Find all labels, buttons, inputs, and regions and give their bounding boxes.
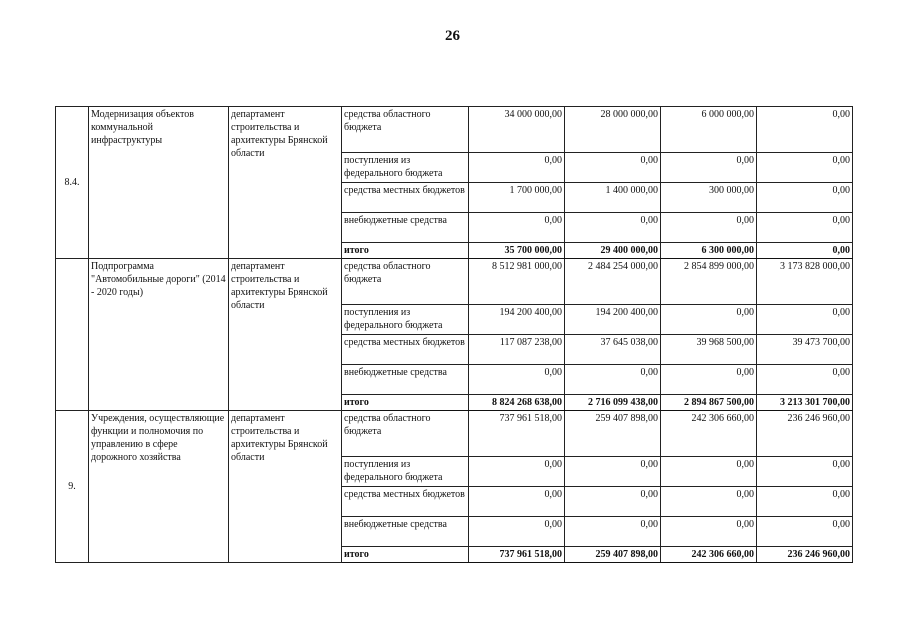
amount-cell: 2 854 899 000,00 (661, 259, 757, 305)
amount-cell: 236 246 960,00 (757, 547, 853, 563)
amount-cell: 0,00 (757, 487, 853, 517)
amount-cell: 0,00 (661, 153, 757, 183)
amount-cell: 0,00 (757, 213, 853, 243)
total-label: итого (342, 547, 469, 563)
amount-cell: 29 400 000,00 (565, 243, 661, 259)
funding-source: средства местных бюджетов (342, 183, 469, 213)
amount-cell: 300 000,00 (661, 183, 757, 213)
amount-cell: 0,00 (661, 365, 757, 395)
amount-cell: 0,00 (757, 243, 853, 259)
amount-cell: 0,00 (757, 153, 853, 183)
funding-source: средства областного бюджета (342, 107, 469, 153)
amount-cell: 194 200 400,00 (469, 305, 565, 335)
amount-cell: 39 473 700,00 (757, 335, 853, 365)
amount-cell: 0,00 (661, 457, 757, 487)
amount-cell: 236 246 960,00 (757, 411, 853, 457)
funding-source: средства местных бюджетов (342, 487, 469, 517)
amount-cell: 0,00 (757, 107, 853, 153)
amount-cell: 0,00 (565, 517, 661, 547)
amount-cell: 737 961 518,00 (469, 547, 565, 563)
amount-cell: 6 000 000,00 (661, 107, 757, 153)
amount-cell: 737 961 518,00 (469, 411, 565, 457)
amount-cell: 242 306 660,00 (661, 547, 757, 563)
amount-cell: 3 213 301 700,00 (757, 395, 853, 411)
responsible-department: департамент строительства и архитектуры Брянской области (229, 411, 342, 563)
amount-cell: 2 894 867 500,00 (661, 395, 757, 411)
funding-source: внебюджетные средства (342, 517, 469, 547)
item-number (56, 259, 89, 411)
program-name: Учреждения, осуществляющие функции и полномочия по управлению в сфере дорожного хозяйства (89, 411, 229, 563)
item-number-text: 8.4. (64, 177, 80, 188)
total-label: итого (342, 395, 469, 411)
amount-cell: 0,00 (757, 365, 853, 395)
item-number-text: 9. (68, 481, 76, 492)
amount-cell: 0,00 (469, 365, 565, 395)
budget-table (55, 106, 853, 563)
funding-source: поступления из федерального бюджета (342, 153, 469, 183)
amount-cell: 0,00 (469, 487, 565, 517)
amount-cell: 0,00 (757, 517, 853, 547)
item-number (56, 107, 89, 259)
amount-cell: 242 306 660,00 (661, 411, 757, 457)
program-name: Подпрограмма "Автомобильные дороги" (2014 - 2020 годы) (89, 259, 229, 411)
amount-cell: 259 407 898,00 (565, 411, 661, 457)
amount-cell: 0,00 (565, 213, 661, 243)
funding-source: поступления из федерального бюджета (342, 305, 469, 335)
amount-cell: 35 700 000,00 (469, 243, 565, 259)
amount-cell: 0,00 (469, 457, 565, 487)
item-number (56, 411, 89, 563)
amount-cell: 1 700 000,00 (469, 183, 565, 213)
budget-table-body (56, 107, 853, 563)
funding-source: внебюджетные средства (342, 365, 469, 395)
amount-cell: 2 716 099 438,00 (565, 395, 661, 411)
responsible-department: департамент строительства и архитектуры Брянской области (229, 107, 342, 259)
funding-source: поступления из федерального бюджета (342, 457, 469, 487)
page-number: 26 (445, 28, 460, 44)
amount-cell: 259 407 898,00 (565, 547, 661, 563)
amount-cell: 0,00 (661, 487, 757, 517)
amount-cell: 6 300 000,00 (661, 243, 757, 259)
funding-source: средства областного бюджета (342, 259, 469, 305)
funding-source: средства местных бюджетов (342, 335, 469, 365)
amount-cell: 0,00 (469, 213, 565, 243)
amount-cell: 1 400 000,00 (565, 183, 661, 213)
amount-cell: 2 484 254 000,00 (565, 259, 661, 305)
amount-cell: 0,00 (469, 153, 565, 183)
amount-cell: 0,00 (757, 457, 853, 487)
program-name: Модернизация объектов коммунальной инфраструктуры (89, 107, 229, 259)
amount-cell: 0,00 (661, 305, 757, 335)
amount-cell: 0,00 (661, 213, 757, 243)
amount-cell: 0,00 (565, 487, 661, 517)
table-row (56, 107, 853, 153)
amount-cell: 0,00 (565, 153, 661, 183)
amount-cell: 8 824 268 638,00 (469, 395, 565, 411)
total-label: итого (342, 243, 469, 259)
amount-cell: 117 087 238,00 (469, 335, 565, 365)
amount-cell: 34 000 000,00 (469, 107, 565, 153)
amount-cell: 8 512 981 000,00 (469, 259, 565, 305)
amount-cell: 194 200 400,00 (565, 305, 661, 335)
amount-cell: 0,00 (469, 517, 565, 547)
amount-cell: 0,00 (565, 365, 661, 395)
amount-cell: 0,00 (661, 517, 757, 547)
amount-cell: 28 000 000,00 (565, 107, 661, 153)
funding-source: внебюджетные средства (342, 213, 469, 243)
amount-cell: 0,00 (757, 305, 853, 335)
funding-source: средства областного бюджета (342, 411, 469, 457)
responsible-department: департамент строительства и архитектуры Брянской области (229, 259, 342, 411)
amount-cell: 37 645 038,00 (565, 335, 661, 365)
table-row (56, 259, 853, 305)
amount-cell: 39 968 500,00 (661, 335, 757, 365)
amount-cell: 0,00 (565, 457, 661, 487)
amount-cell: 3 173 828 000,00 (757, 259, 853, 305)
amount-cell: 0,00 (757, 183, 853, 213)
table-row (56, 411, 853, 457)
